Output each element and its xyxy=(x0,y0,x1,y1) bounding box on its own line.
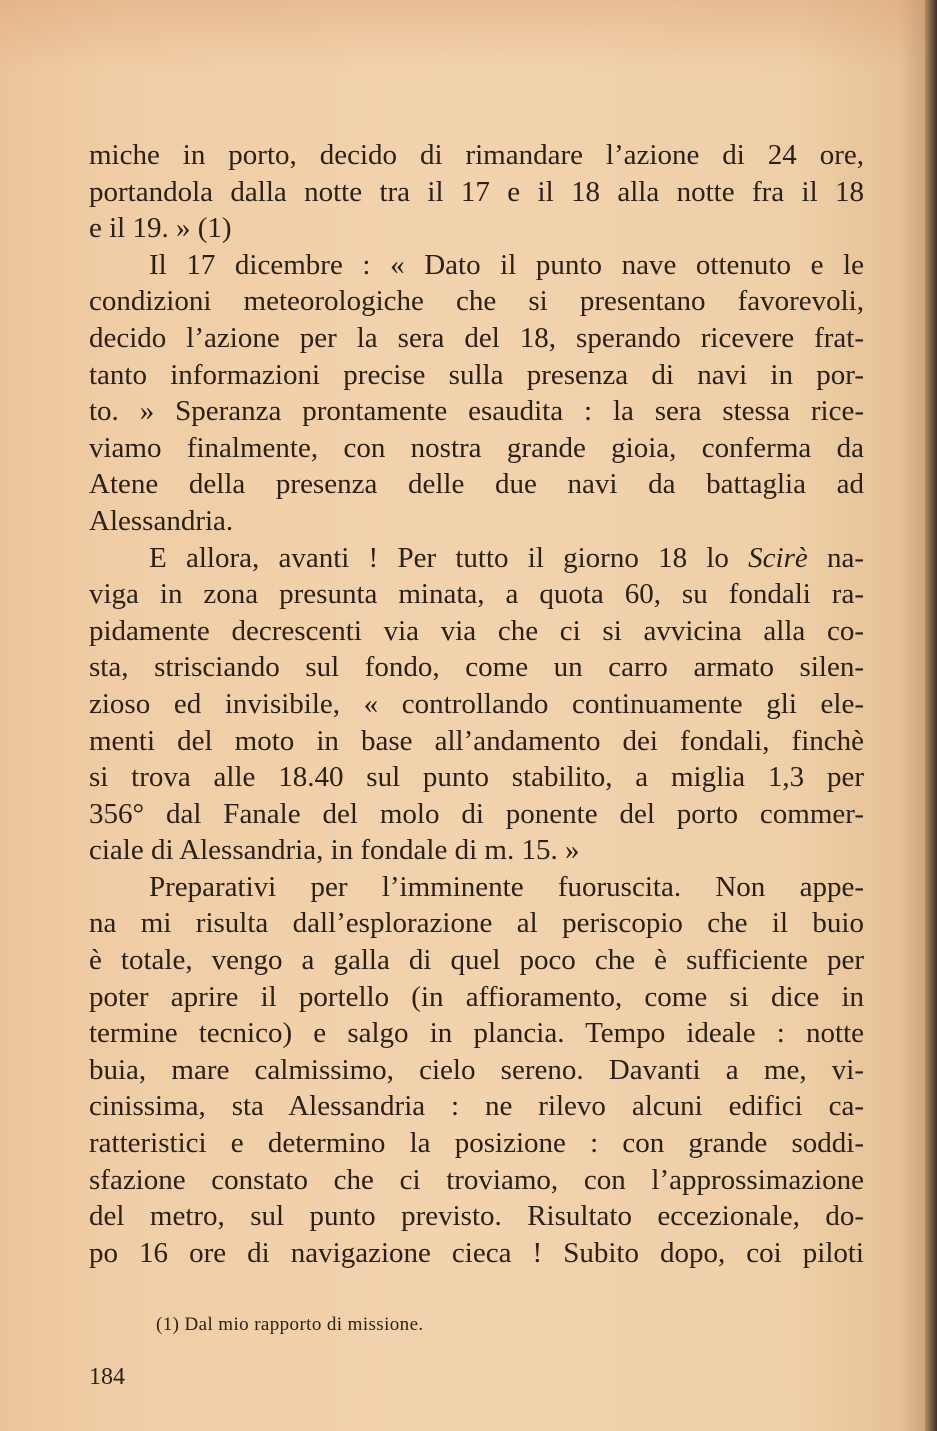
text-line: viga in zona presunta minata, a quota 60, su fondali ra- xyxy=(89,578,864,611)
text-line: si trova alle 18.40 sul punto stabilito, a miglia 1,3 per xyxy=(89,761,864,794)
text-line: buia, mare calmissimo, cielo sereno. Davanti a me, vi- xyxy=(89,1053,864,1086)
text-line: 356° dal Fanale del molo di ponente del porto commer- xyxy=(89,797,864,830)
text-line: to. » Speranza prontamente esaudita : la sera stessa rice- xyxy=(89,395,864,428)
text-line: zioso ed invisibile, « controllando continuamente gli ele- xyxy=(89,687,864,720)
text-line: del metro, sul punto previsto. Risultato eccezionale, do- xyxy=(89,1200,864,1233)
text-line: po 16 ore di navigazione cieca ! Subito dopo, coi piloti xyxy=(89,1236,864,1269)
text-line: miche in porto, decido di rimandare l’azione di 24 ore, xyxy=(89,139,864,171)
text-line: poter aprire il portello (in affioramento, come si dice in xyxy=(89,980,864,1013)
text-line-end: na- xyxy=(826,541,865,574)
ship-name: Scirè xyxy=(748,541,808,574)
text-line: Atene della presenza delle due navi da battaglia ad xyxy=(89,468,864,501)
body-text xyxy=(89,137,864,1271)
text-line: condizioni meteorologiche che si presentano favorevoli, xyxy=(89,285,864,318)
text-line: Il 17 dicembre : « Dato il punto nave ottenuto e le xyxy=(149,248,864,281)
text-line: e il 19. » (1) xyxy=(89,212,232,245)
text-line: è totale, vengo a galla di quel poco che è sufficiente per xyxy=(89,944,864,977)
book-spine-shadow xyxy=(925,0,937,1431)
page-number: 184 xyxy=(89,1364,125,1390)
text-line: tanto informazioni precise sulla presenza di navi in por- xyxy=(89,358,864,391)
text-line: Preparativi per l’imminente fuoruscita. Non appe- xyxy=(149,870,864,903)
text-line: cinissima, sta Alessandria : ne rilevo alcuni edifici ca- xyxy=(89,1090,864,1123)
text-line: decido l’azione per la sera del 18, sperando ricevere frat- xyxy=(89,321,864,354)
text-line: sfazione constato che ci troviamo, con l’approssimazione xyxy=(89,1163,864,1196)
text-line: termine tecnico) e salgo in plancia. Tempo ideale : notte xyxy=(89,1017,864,1050)
footnote: (1) Dal mio rapporto di missione. xyxy=(156,1314,424,1335)
text-line: portandola dalla notte tra il 17 e il 18 alla notte fra il 18 xyxy=(89,175,864,208)
text-line: viamo finalmente, con nostra grande gioia, conferma da xyxy=(89,431,864,464)
text-line: na mi risulta dall’esplorazione al periscopio che il buio xyxy=(89,907,864,940)
text-line-start: E allora, avanti ! Per tutto il giorno 18 lo xyxy=(149,541,729,574)
text-line: menti del moto in base all’andamento dei fondali, finchè xyxy=(89,724,864,757)
text-line-with-ship-name xyxy=(89,540,864,577)
text-line: Alessandria. xyxy=(89,504,234,537)
text-line: pidamente decrescenti via via che ci si avvicina alla co- xyxy=(89,614,864,647)
text-line: ciale di Alessandria, in fondale di m. 15. » xyxy=(89,834,580,867)
text-line: ratteristici e determino la posizione : con grande soddi- xyxy=(89,1127,864,1160)
text-line: sta, strisciando sul fondo, come un carro armato silen- xyxy=(89,651,864,684)
